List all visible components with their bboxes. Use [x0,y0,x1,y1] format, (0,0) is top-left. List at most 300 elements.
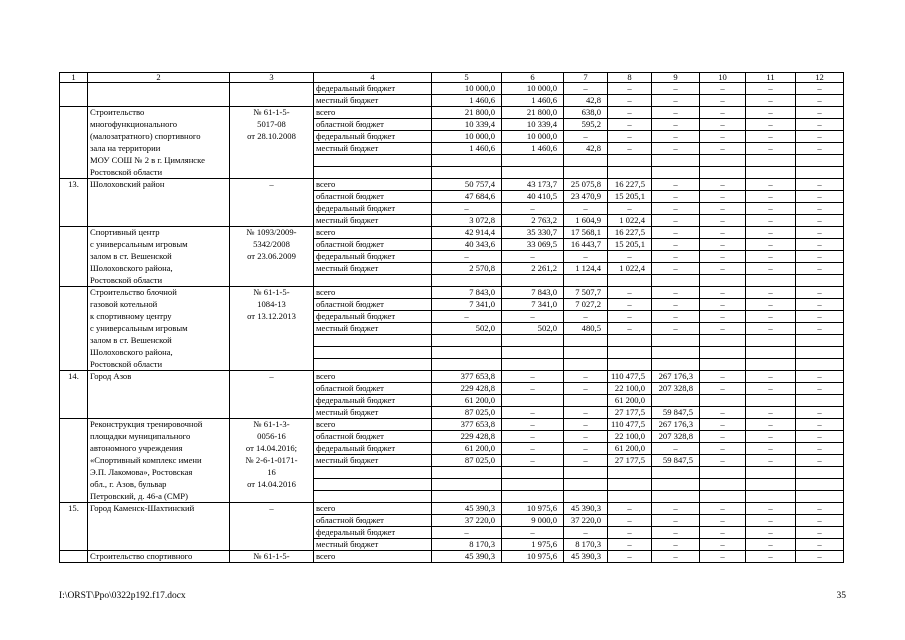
row-number [60,431,88,443]
value-cell: – [746,431,796,443]
value-cell [652,335,700,347]
value-cell: 207 328,8 [652,431,700,443]
budget-source [314,347,432,359]
value-cell: – [652,239,700,251]
value-cell: – [700,383,746,395]
value-cell [608,335,652,347]
value-cell: – [608,311,652,323]
value-cell: 22 100,0 [608,383,652,395]
document-number [230,515,314,527]
budget-source: всего [314,503,432,515]
value-cell: 45 390,3 [432,503,502,515]
object-name [88,395,230,407]
document-number [230,491,314,503]
value-cell: 37 220,0 [564,515,608,527]
row-number [60,335,88,347]
value-cell: 45 390,3 [564,551,608,563]
value-cell: – [796,191,844,203]
object-name: «Спортивный комплекс имени [88,455,230,467]
value-cell: 87 025,0 [432,407,502,419]
value-cell [432,347,502,359]
object-name: к спортивному центру [88,311,230,323]
value-cell [746,167,796,179]
value-cell: – [502,371,564,383]
value-cell: – [700,443,746,455]
value-cell: – [608,143,652,155]
value-cell: – [746,515,796,527]
value-cell: 595,2 [564,119,608,131]
value-cell: – [564,383,608,395]
value-cell: – [746,299,796,311]
table-row [60,107,844,119]
value-cell: – [502,527,564,539]
value-cell [700,275,746,287]
value-cell: – [796,119,844,131]
value-cell: – [432,251,502,263]
row-number [60,191,88,203]
value-cell: – [700,503,746,515]
value-cell: 23 470,9 [564,191,608,203]
value-cell: – [700,131,746,143]
header-cell: 1 [60,73,88,83]
budget-source: местный бюджет [314,95,432,107]
row-number [60,527,88,539]
budget-source: местный бюджет [314,323,432,335]
value-cell: 207 328,8 [652,383,700,395]
header-cell: 11 [746,73,796,83]
value-cell [432,335,502,347]
budget-table [59,72,844,563]
value-cell: – [746,455,796,467]
row-number [60,551,88,563]
budget-source: областной бюджет [314,299,432,311]
value-cell: – [746,191,796,203]
value-cell: 110 477,5 [608,371,652,383]
value-cell: – [608,119,652,131]
value-cell [608,467,652,479]
value-cell: – [796,371,844,383]
value-cell [608,491,652,503]
value-cell: – [564,83,608,95]
row-number [60,239,88,251]
value-cell: – [796,539,844,551]
document-number [230,167,314,179]
value-cell: 7 843,0 [502,287,564,299]
document-number [230,83,314,95]
page-number: 35 [836,591,846,601]
value-cell: – [746,443,796,455]
document-number [230,407,314,419]
object-name: Спортивный центр [88,227,230,239]
value-cell: 16 227,5 [608,227,652,239]
value-cell [502,167,564,179]
document-number [230,395,314,407]
row-number [60,155,88,167]
value-cell: – [700,287,746,299]
value-cell: – [796,407,844,419]
row-number [60,131,88,143]
value-cell [432,491,502,503]
header-cell: 2 [88,73,230,83]
value-cell [700,167,746,179]
value-cell: – [608,203,652,215]
value-cell: – [700,215,746,227]
value-cell: – [652,179,700,191]
budget-source: всего [314,107,432,119]
value-cell: – [700,407,746,419]
value-cell: – [796,515,844,527]
document-number [230,143,314,155]
table-row [60,143,844,155]
value-cell: – [700,239,746,251]
value-cell: – [652,227,700,239]
value-cell: – [796,431,844,443]
header-cell: 12 [796,73,844,83]
table-row [60,551,844,563]
value-cell: – [746,503,796,515]
value-cell [564,491,608,503]
value-cell: – [608,527,652,539]
budget-source: всего [314,227,432,239]
table-row [60,263,844,275]
value-cell: – [652,263,700,275]
file-path: I:\ORST\Ppo\0322p192.f17.docx [59,591,186,601]
value-cell: – [700,455,746,467]
value-cell [502,347,564,359]
value-cell [564,275,608,287]
document-number: 0056-16 [230,431,314,443]
value-cell: 87 025,0 [432,455,502,467]
value-cell: – [746,119,796,131]
value-cell [746,479,796,491]
table-row [60,443,844,455]
value-cell [796,275,844,287]
table-row [60,527,844,539]
object-name [88,383,230,395]
table-row [60,251,844,263]
value-cell [652,395,700,407]
row-number [60,407,88,419]
object-name [88,539,230,551]
value-cell: – [652,143,700,155]
document-number [230,155,314,167]
value-cell: 59 847,5 [652,455,700,467]
value-cell: – [608,551,652,563]
object-name: Ростовской области [88,359,230,371]
value-cell: 1 460,6 [502,143,564,155]
value-cell: – [700,143,746,155]
value-cell [564,167,608,179]
value-cell [652,155,700,167]
value-cell: – [700,263,746,275]
value-cell: – [796,203,844,215]
budget-source: областной бюджет [314,431,432,443]
value-cell: 10 000,0 [432,131,502,143]
value-cell [796,155,844,167]
value-cell: 7 843,0 [432,287,502,299]
value-cell: – [608,515,652,527]
value-cell: 110 477,5 [608,419,652,431]
value-cell [796,335,844,347]
budget-source: федеральный бюджет [314,311,432,323]
value-cell: – [746,419,796,431]
value-cell: – [608,299,652,311]
document-number: от 13.12.2013 [230,311,314,323]
table-row [60,311,844,323]
budget-source: федеральный бюджет [314,83,432,95]
value-cell [746,347,796,359]
value-cell [564,395,608,407]
value-cell: 1 975,6 [502,539,564,551]
value-cell [608,479,652,491]
table-row [60,215,844,227]
value-cell: 7 027,2 [564,299,608,311]
value-cell: 42,8 [564,95,608,107]
budget-source: областной бюджет [314,119,432,131]
value-cell: – [796,323,844,335]
budget-source: всего [314,179,432,191]
value-cell: 9 000,0 [502,515,564,527]
document-number: 5342/2008 [230,239,314,251]
row-number [60,455,88,467]
value-cell: 10 000,0 [502,83,564,95]
value-cell: – [746,107,796,119]
value-cell [564,467,608,479]
budget-source: местный бюджет [314,539,432,551]
document-number: – [230,371,314,383]
row-number [60,251,88,263]
table-row [60,191,844,203]
row-number [60,479,88,491]
object-name: Шолоховского района, [88,263,230,275]
value-cell: – [652,527,700,539]
value-cell: 480,5 [564,323,608,335]
row-number [60,443,88,455]
document-number: – [230,179,314,191]
value-cell: 10 975,6 [502,503,564,515]
value-cell: 1 022,4 [608,263,652,275]
value-cell [564,335,608,347]
budget-source: областной бюджет [314,191,432,203]
value-cell [796,395,844,407]
value-cell [746,467,796,479]
value-cell [796,167,844,179]
object-name [88,407,230,419]
value-cell: – [796,215,844,227]
value-cell: – [652,515,700,527]
object-name [88,191,230,203]
value-cell: – [700,431,746,443]
document-number [230,359,314,371]
value-cell: 61 200,0 [608,443,652,455]
table-row [60,407,844,419]
value-cell: – [700,515,746,527]
table-row [60,419,844,431]
value-cell: – [652,323,700,335]
value-cell: – [796,131,844,143]
value-cell: – [652,251,700,263]
document-number: от 23.06.2009 [230,251,314,263]
value-cell [700,335,746,347]
budget-source [314,479,432,491]
value-cell: – [796,95,844,107]
value-cell [700,491,746,503]
value-cell: – [796,311,844,323]
value-cell: – [700,191,746,203]
value-cell: – [432,203,502,215]
table-row [60,503,844,515]
row-number [60,263,88,275]
object-name: МОУ СОШ № 2 в г. Цимлянске [88,155,230,167]
document-number: – [230,503,314,515]
value-cell [564,347,608,359]
row-number [60,167,88,179]
value-cell [432,467,502,479]
header-cell: 7 [564,73,608,83]
value-cell: 267 176,3 [652,419,700,431]
value-cell: 27 177,5 [608,407,652,419]
value-cell: 229 428,8 [432,431,502,443]
value-cell: 17 568,1 [564,227,608,239]
budget-source: федеральный бюджет [314,203,432,215]
value-cell: – [608,323,652,335]
value-cell: 2 261,2 [502,263,564,275]
table-row [60,179,844,191]
value-cell [564,479,608,491]
document-number: № 2-6-1-0171- [230,455,314,467]
value-cell: 45 390,3 [432,551,502,563]
value-cell: – [502,407,564,419]
value-cell: 45 390,3 [564,503,608,515]
value-cell: 502,0 [502,323,564,335]
value-cell: – [746,551,796,563]
document-number [230,95,314,107]
value-cell: – [608,539,652,551]
value-cell: 37 220,0 [432,515,502,527]
document-number: № 61-1-5- [230,107,314,119]
object-name: зала на территории [88,143,230,155]
value-cell: 61 200,0 [432,443,502,455]
row-number [60,119,88,131]
value-cell: 21 800,0 [502,107,564,119]
row-number [60,359,88,371]
value-cell [652,359,700,371]
value-cell [746,359,796,371]
value-cell: – [564,251,608,263]
object-name [88,527,230,539]
value-cell [432,167,502,179]
value-cell [502,335,564,347]
value-cell: – [608,251,652,263]
value-cell: – [796,83,844,95]
budget-source [314,275,432,287]
value-cell: – [796,107,844,119]
value-cell: 10 000,0 [502,131,564,143]
value-cell: – [746,215,796,227]
value-cell [608,359,652,371]
value-cell [746,395,796,407]
value-cell: – [796,227,844,239]
value-cell [796,347,844,359]
object-name: Ростовской области [88,167,230,179]
row-number: 14. [60,371,88,383]
value-cell: – [746,227,796,239]
value-cell: – [502,251,564,263]
value-cell [432,359,502,371]
row-number [60,383,88,395]
object-name: Шолоховский район [88,179,230,191]
value-cell: 10 339,4 [502,119,564,131]
value-cell: – [564,455,608,467]
value-cell: – [746,383,796,395]
table-row [60,479,844,491]
value-cell: – [796,287,844,299]
row-number [60,395,88,407]
value-cell: – [746,179,796,191]
value-cell: – [700,95,746,107]
value-cell: – [746,263,796,275]
value-cell: – [746,251,796,263]
table-row [60,467,844,479]
value-cell: 377 653,8 [432,371,502,383]
value-cell: 377 653,8 [432,419,502,431]
table-row [60,395,844,407]
budget-source [314,359,432,371]
value-cell: 40 343,6 [432,239,502,251]
value-cell: 22 100,0 [608,431,652,443]
row-number [60,323,88,335]
value-cell: – [700,539,746,551]
value-cell [502,155,564,167]
value-cell: 10 339,4 [432,119,502,131]
object-name [88,95,230,107]
value-cell [432,155,502,167]
table-row [60,95,844,107]
object-name: площадки муниципального [88,431,230,443]
value-cell: – [652,299,700,311]
document-number: № 61-1-3- [230,419,314,431]
row-number [60,83,88,95]
value-cell [608,167,652,179]
value-cell: 7 507,7 [564,287,608,299]
value-cell: – [502,311,564,323]
value-cell: – [796,263,844,275]
budget-source: федеральный бюджет [314,527,432,539]
value-cell: – [746,95,796,107]
value-cell [796,359,844,371]
value-cell [700,467,746,479]
table-body [60,73,844,563]
document-number: № 61-1-5- [230,551,314,563]
header-row [60,73,844,83]
value-cell [502,359,564,371]
value-cell [796,467,844,479]
header-cell: 5 [432,73,502,83]
value-cell: – [564,311,608,323]
table-row [60,371,844,383]
document-number: № 1093/2009- [230,227,314,239]
value-cell: – [502,455,564,467]
budget-source: всего [314,371,432,383]
table-row [60,239,844,251]
value-cell: – [564,431,608,443]
value-cell: – [746,371,796,383]
row-number [60,95,88,107]
document-number [230,263,314,275]
object-name: газовой котельной [88,299,230,311]
value-cell: – [564,371,608,383]
value-cell: – [652,539,700,551]
